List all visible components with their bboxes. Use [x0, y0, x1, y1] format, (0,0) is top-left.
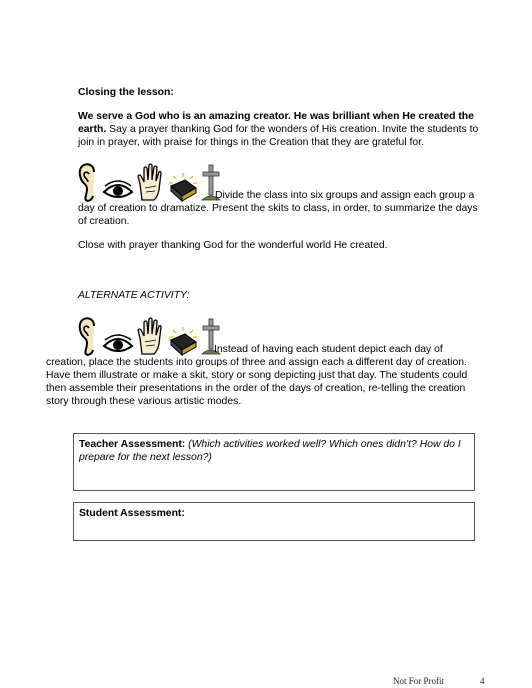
- footer-not-for-profit: Not For Profit: [393, 676, 445, 686]
- closing-bold-intro: We serve a God who is an amazing creator. He was brilliant when He created the earth.: [78, 111, 474, 135]
- teacher-assessment-prompt: (Which activities worked well? Which ones didn’t? How do I prepare for the next lesson?): [79, 439, 461, 463]
- teacher-assessment-label: Teacher Assessment:: [79, 439, 186, 450]
- alternate-heading: ALTERNATE ACTIVITY:: [78, 290, 190, 301]
- closing-paragraph: [78, 110, 480, 149]
- teacher-assessment-text: [79, 438, 469, 464]
- footer-page-number: 4: [480, 676, 485, 686]
- closing-body: Say a prayer thanking God for the wonders of His creation. Invite the students to join in prayer, with praise for things in the Creation that they are grateful for.: [78, 124, 479, 148]
- teacher-assessment-box[interactable]: [73, 433, 475, 491]
- activity1-text: Divide the class into six groups and assign each group a day of creation to dramatize. Present the skits to class, in order, to summarize the days of creation.: [78, 190, 478, 227]
- closing-heading: Closing the lesson:: [78, 87, 174, 98]
- alternate-text: Instead of having each student depict each day of creation, place the students into groups of three and assign each a different day of creation. Have them illustrate or make a skit, story or song depicting just that day. The students could then assemble their presentations in the order of the days of creation, re-telling the creation story through these various artistic modes.: [46, 344, 468, 407]
- closing-prayer: Close with prayer thanking God for the wonderful world He created.: [78, 240, 388, 251]
- student-assessment-label: Student Assessment:: [79, 508, 185, 519]
- student-assessment-box[interactable]: [73, 502, 475, 541]
